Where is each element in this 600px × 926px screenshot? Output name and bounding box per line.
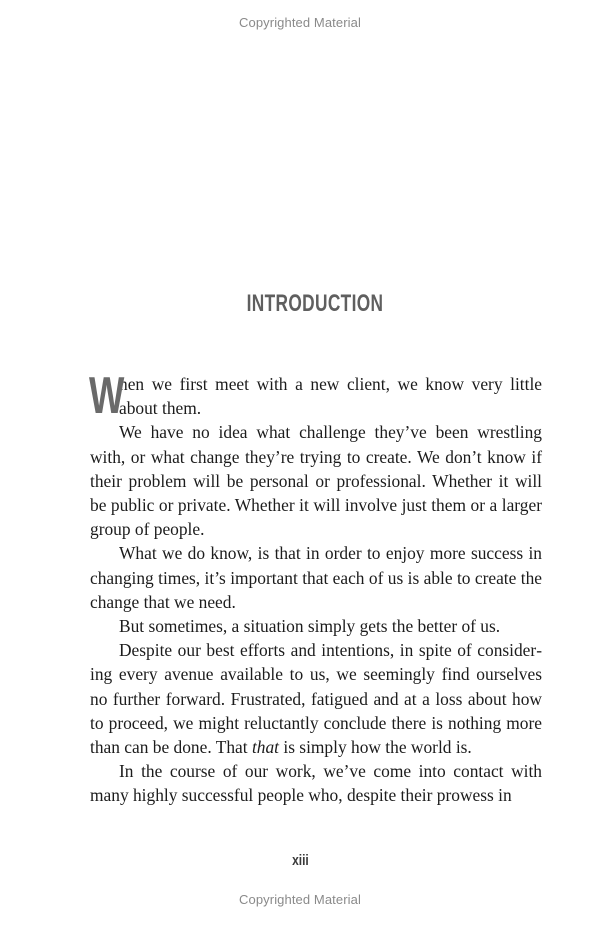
paragraph-4: But sometimes, a situation simply gets the better of us.: [119, 616, 501, 637]
paragraph-6: In the course of our work, we’ve come into contact with many highly successful people who, despite their prowess in: [90, 761, 542, 806]
drop-cap: W: [89, 367, 125, 425]
chapter-title: INTRODUCTION: [246, 290, 384, 317]
paragraph-5-text: Despite our best efforts and intentions, in spite of considering every avenue available to us, we seemingly find ourselves no further forward. Frustrated, fatigued and at a loss about how to proceed, we might reluctantly conclude there is nothing more than can be done. That: [90, 640, 542, 758]
paragraph-5-tail: is simply how the world is.: [279, 737, 472, 758]
copyright-watermark-bottom: Copyrighted Material: [239, 892, 361, 907]
italic-emphasis: that: [251, 737, 280, 758]
copyright-watermark-top: Copyrighted Material: [239, 15, 361, 30]
paragraph-2: We have no idea what challenge they’ve been wrestling with, or what change they’re trying to create. We don’t know if their problem will be personal or professional. Whether it will be public or private. Whether it will involve just them or a larger group of people.: [90, 422, 542, 540]
paragraph-1: [89, 367, 542, 425]
paragraph-1-text: hen we first meet with a new client, we know very little about them.: [119, 374, 542, 419]
page-number-text: xiii: [291, 852, 309, 869]
chapter-body: [89, 367, 542, 808]
paragraph-5: [90, 638, 542, 759]
page-number: [0, 852, 600, 869]
paragraph-3: What we do know, is that in order to enjoy more success in changing times, it’s important that each of us is able to create the change that we need.: [90, 543, 542, 612]
